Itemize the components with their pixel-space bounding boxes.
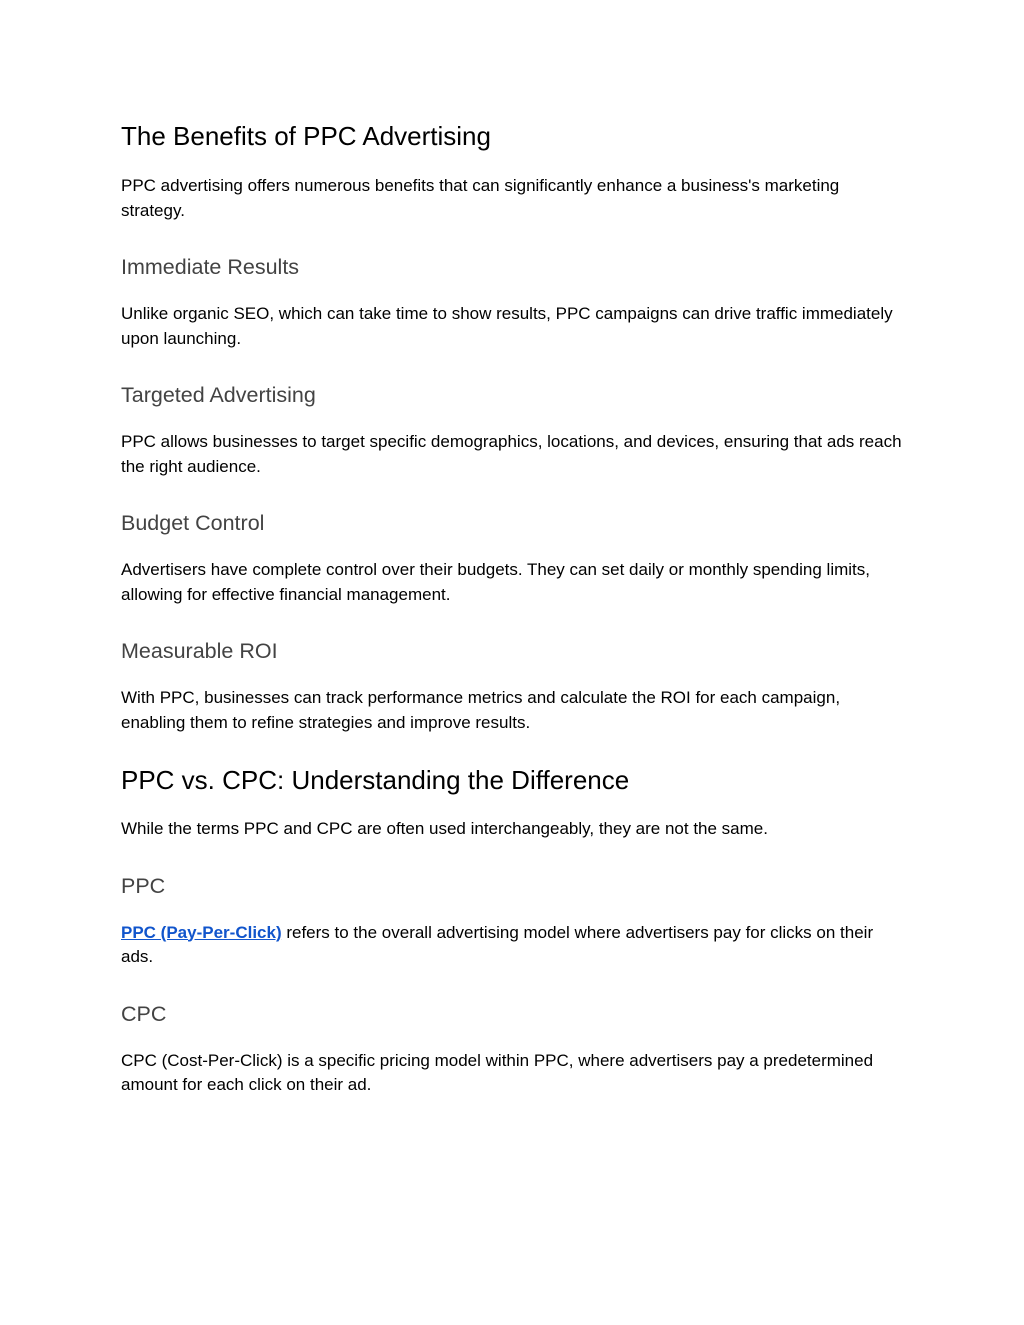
ppc-paragraph-text: refers to the overall advertising model where advertisers pay for clicks on their ads. — [121, 922, 874, 966]
ppc-pay-per-click-link[interactable]: PPC (Pay-Per-Click) — [121, 922, 282, 942]
heading-budget-control: Budget Control — [121, 511, 265, 535]
heading-measurable-roi: Measurable ROI — [121, 639, 278, 663]
heading-cpc: CPC — [121, 1001, 167, 1026]
document-content — [121, 120, 906, 1098]
ppc-vs-cpc-intro-paragraph: While the terms PPC and CPC are often used interchangeably, they are not the same. — [121, 819, 768, 838]
measurable-roi-paragraph: With PPC, businesses can track performance metrics and calculate the ROI for each campaign, enabling them to refine strategies and improve results. — [121, 688, 841, 732]
section-title-benefits: The Benefits of PPC Advertising — [121, 121, 491, 151]
ppc-paragraph — [121, 921, 906, 970]
section-title-ppc-vs-cpc: PPC vs. CPC: Understanding the Difference — [121, 765, 630, 795]
immediate-results-paragraph: Unlike organic SEO, which can take time to show results, PPC campaigns can drive traffic immediately upon launching. — [121, 304, 893, 348]
heading-immediate-results: Immediate Results — [121, 255, 300, 279]
heading-ppc: PPC — [121, 873, 166, 898]
targeted-advertising-paragraph: PPC allows businesses to target specific demographics, locations, and devices, ensuring that ads reach the right audience. — [121, 432, 902, 476]
budget-control-paragraph: Advertisers have complete control over their budgets. They can set daily or monthly spending limits, allowing for effective financial management. — [121, 560, 870, 604]
benefits-intro-paragraph: PPC advertising offers numerous benefits that can significantly enhance a business's marketing strategy. — [121, 176, 840, 220]
cpc-paragraph: CPC (Cost-Per-Click) is a specific pricing model within PPC, where advertisers pay a predetermined amount for each click on their ad. — [121, 1050, 874, 1094]
heading-targeted-advertising: Targeted Advertising — [121, 383, 316, 407]
